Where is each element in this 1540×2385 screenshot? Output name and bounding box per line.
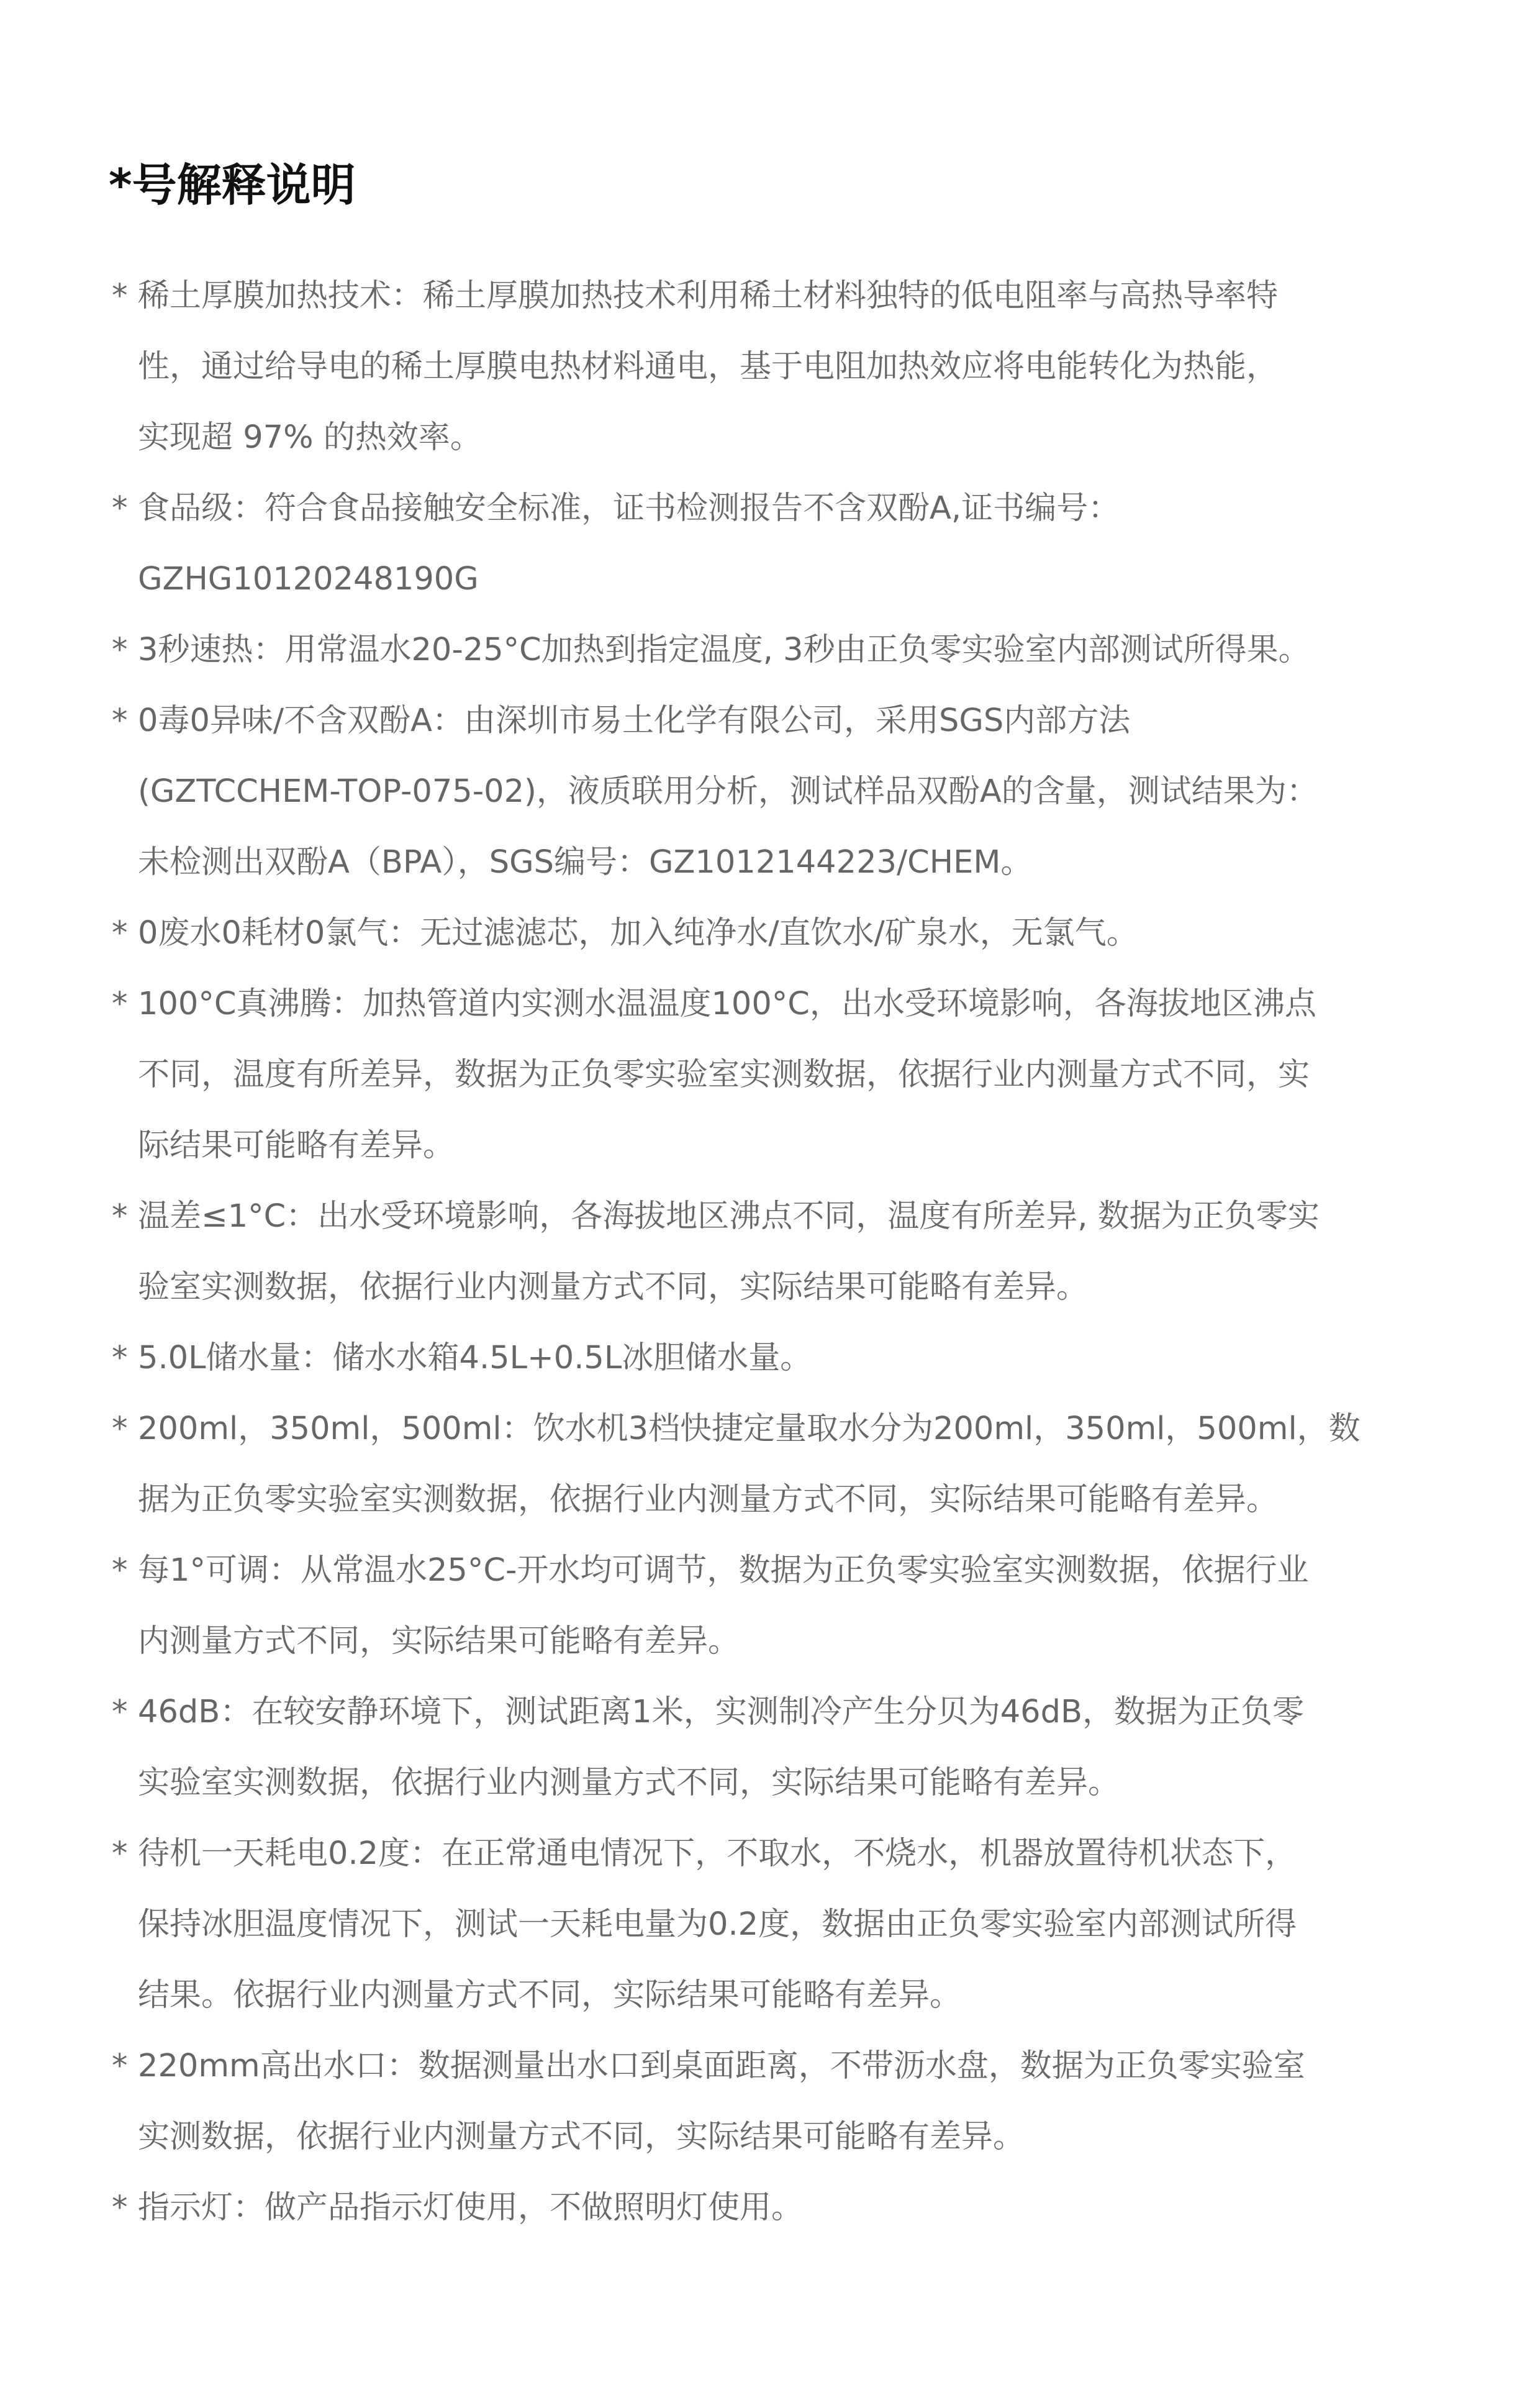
asterisk-mark: * [112, 278, 128, 314]
note-item [112, 615, 1441, 686]
note-text-line: 内测量方式不同，实际结果可能略有差异。 [138, 1623, 740, 1660]
note-text-line: 温差≤1°C：出水受环境影响，各海拔地区沸点不同，温度有所差异, 数据为正负零实 [138, 1198, 1320, 1235]
note-item [112, 898, 1441, 969]
note-text-line: 实验室实测数据，依据行业内测量方式不同，实际结果可能略有差异。 [138, 1765, 1120, 1801]
note-text-line: 性，通过给导电的稀土厚膜电热材料通电，基于电阻加热效应将电能转化为热能， [138, 348, 1279, 385]
asterisk-mark: * [112, 2048, 128, 2084]
note-text-line: 据为正负零实验室实测数据，依据行业内测量方式不同，实际结果可能略有差异。 [138, 1481, 1279, 1518]
note-text-line: 未检测出双酚A（BPA），SGS编号：GZ1012144223/CHEM。 [138, 844, 1033, 881]
note-item [112, 1677, 1441, 1819]
note-item [112, 686, 1441, 898]
asterisk-mark: * [112, 1411, 128, 1447]
note-item [112, 2031, 1441, 2173]
note-text-line: 指示灯：做产品指示灯使用，不做照明灯使用。 [138, 2189, 804, 2226]
note-text-line: 际结果可能略有差异。 [138, 1127, 455, 1164]
asterisk-mark: * [112, 2189, 128, 2226]
note-item [112, 2173, 1441, 2243]
notes-list [112, 261, 1441, 2243]
asterisk-mark: * [112, 986, 128, 1022]
note-text-line: 不同，温度有所差异，数据为正负零实验室实测数据，依据行业内测量方式不同，实 [138, 1056, 1310, 1093]
note-text-line: 220mm高出水口：数据测量出水口到桌面距离，不带沥水盘，数据为正负零实验室 [138, 2048, 1305, 2084]
note-text-line: 每1°可调：从常温水25°C-开水均可调节，数据为正负零实验室实测数据，依据行业 [138, 1552, 1309, 1589]
note-item [112, 1819, 1441, 2031]
note-text-line: 待机一天耗电0.2度：在正常通电情况下，不取水，不烧水，机器放置待机状态下， [138, 1835, 1297, 1872]
note-text-line: 200ml，350ml，500ml：饮水机3档快捷定量取水分为200ml，350ml，500ml，数 [138, 1411, 1361, 1447]
note-text-line: 46dB：在较安静环境下，测试距离1米，实测制冷产生分贝为46dB，数据为正负零 [138, 1694, 1304, 1730]
note-text-line: 100°C真沸腾：加热管道内实测水温温度100°C，出水受环境影响，各海拔地区沸点 [138, 986, 1316, 1022]
note-item [112, 1181, 1441, 1323]
note-text-line: GZHG10120248190G [138, 561, 479, 597]
note-text-line: 5.0L储水量：储水水箱4.5L+0.5L冰胆储水量。 [138, 1340, 812, 1376]
note-text-line: 实测数据，依据行业内测量方式不同，实际结果可能略有差异。 [138, 2119, 1025, 2155]
note-item [112, 1394, 1441, 1535]
note-item [112, 969, 1441, 1181]
asterisk-mark: * [112, 1552, 128, 1589]
asterisk-mark: * [112, 1694, 128, 1730]
asterisk-mark: * [112, 1198, 128, 1235]
page-title: *号解释说明 [109, 159, 356, 211]
asterisk-mark: * [112, 1835, 128, 1872]
note-text-line: 实现超 97% 的热效率。 [138, 419, 482, 456]
asterisk-mark: * [112, 1340, 128, 1376]
note-text-line: 食品级：符合食品接触安全标准，证书检测报告不含双酚A,证书编号： [138, 490, 1120, 527]
asterisk-mark: * [112, 490, 128, 527]
note-text-line: (GZTCCHEM-TOP-075-02)，液质联用分析，测试样品双酚A的含量，测试结果为： [138, 773, 1318, 810]
note-item [112, 261, 1441, 473]
note-text-line: 结果。依据行业内测量方式不同，实际结果可能略有差异。 [138, 1977, 962, 2014]
note-text-line: 保持冰胆温度情况下，测试一天耗电量为0.2度，数据由正负零实验室内部测试所得 [138, 1906, 1297, 1943]
note-item [112, 1535, 1441, 1677]
note-item [112, 1323, 1441, 1394]
note-text-line: 3秒速热：用常温水20-25°C加热到指定温度, 3秒由正负零实验室内部测试所得果。 [138, 632, 1310, 668]
note-text-line: 0废水0耗材0氯气：无过滤滤芯，加入纯净水/直饮水/矿泉水，无氯气。 [138, 915, 1138, 952]
asterisk-mark: * [112, 702, 128, 739]
note-text-line: 稀土厚膜加热技术：稀土厚膜加热技术利用稀土材料独特的低电阻率与高热导率特 [138, 278, 1279, 314]
asterisk-mark: * [112, 915, 128, 952]
note-text-line: 验室实测数据，依据行业内测量方式不同，实际结果可能略有差异。 [138, 1269, 1089, 1306]
note-text-line: 0毒0异味/不含双酚A：由深圳市易土化学有限公司，采用SGS内部方法 [138, 702, 1131, 739]
asterisk-mark: * [112, 632, 128, 668]
note-item [112, 473, 1441, 615]
